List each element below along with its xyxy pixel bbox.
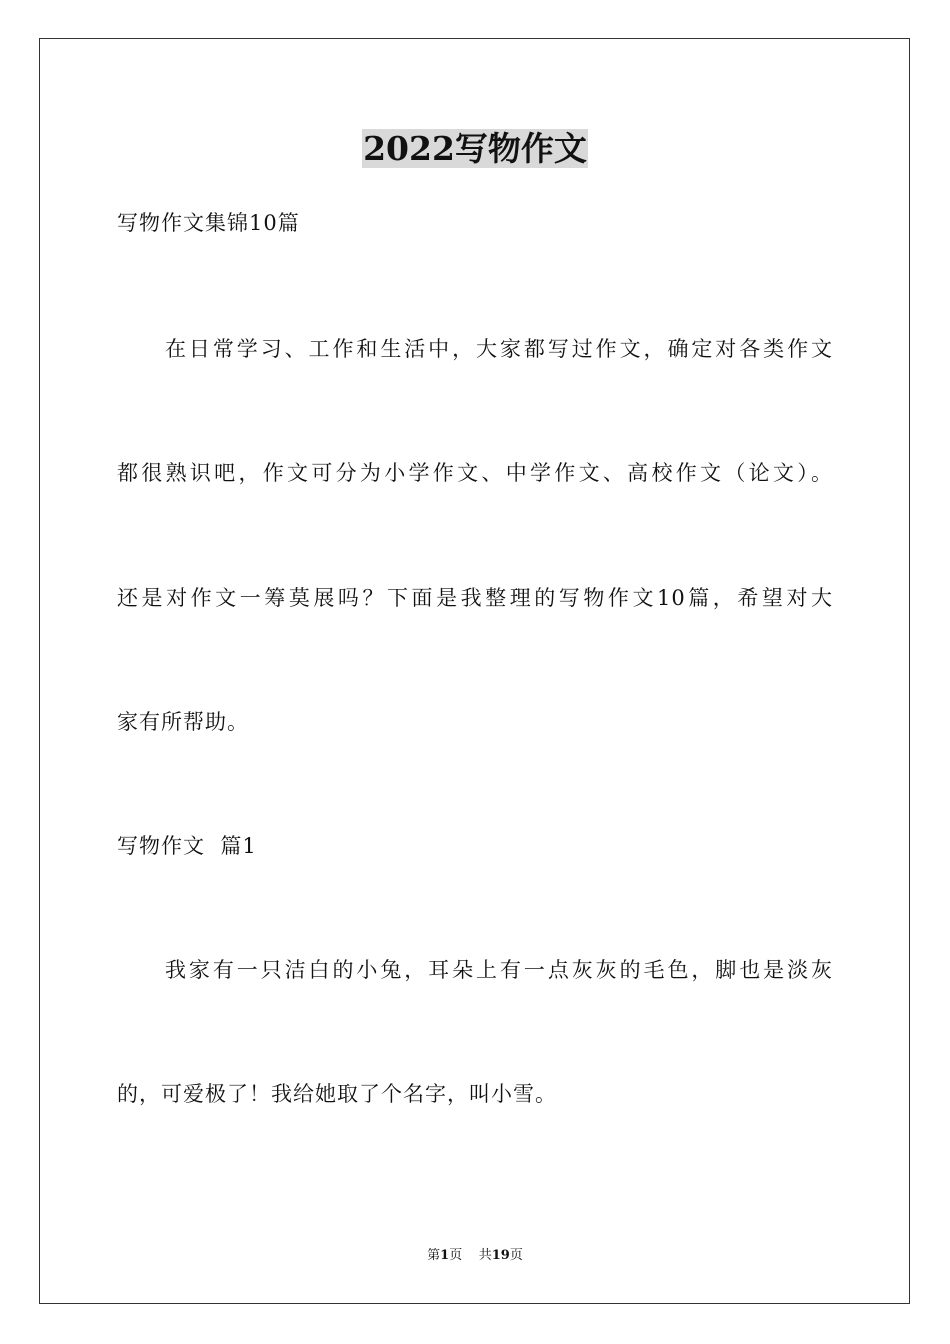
document-title bbox=[0, 127, 950, 171]
page-label-suffix: 页 bbox=[449, 1248, 463, 1263]
total-label-prefix: 共 bbox=[478, 1248, 492, 1263]
intro-line-1: 在日常学习、工作和生活中，大家都写过作文，确定对各类作文 bbox=[165, 337, 833, 361]
intro-line-4: 家有所帮助。 bbox=[117, 710, 249, 734]
total-pages: 19 bbox=[491, 1248, 510, 1263]
section-heading: 写物作文 篇1 bbox=[117, 834, 257, 858]
intro-line-2: 都很熟识吧，作文可分为小学作文、中学作文、高校作文（论文）。 bbox=[117, 461, 833, 485]
page-footer bbox=[0, 1247, 950, 1265]
page-number: 1 bbox=[440, 1248, 450, 1263]
document-subtitle: 写物作文集锦10篇 bbox=[117, 211, 300, 235]
intro-line-3: 还是对作文一筹莫展吗？下面是我整理的写物作文10篇，希望对大 bbox=[117, 586, 833, 610]
section-line-2: 的，可爱极了！我给她取了个名字，叫小雪。 bbox=[117, 1082, 557, 1106]
section-line-1: 我家有一只洁白的小兔，耳朵上有一点灰灰的毛色，脚也是淡灰 bbox=[165, 958, 833, 982]
title-text: 2022写物作文 bbox=[363, 129, 587, 168]
page-label-prefix: 第 bbox=[427, 1248, 441, 1263]
total-label-suffix: 页 bbox=[509, 1248, 523, 1263]
